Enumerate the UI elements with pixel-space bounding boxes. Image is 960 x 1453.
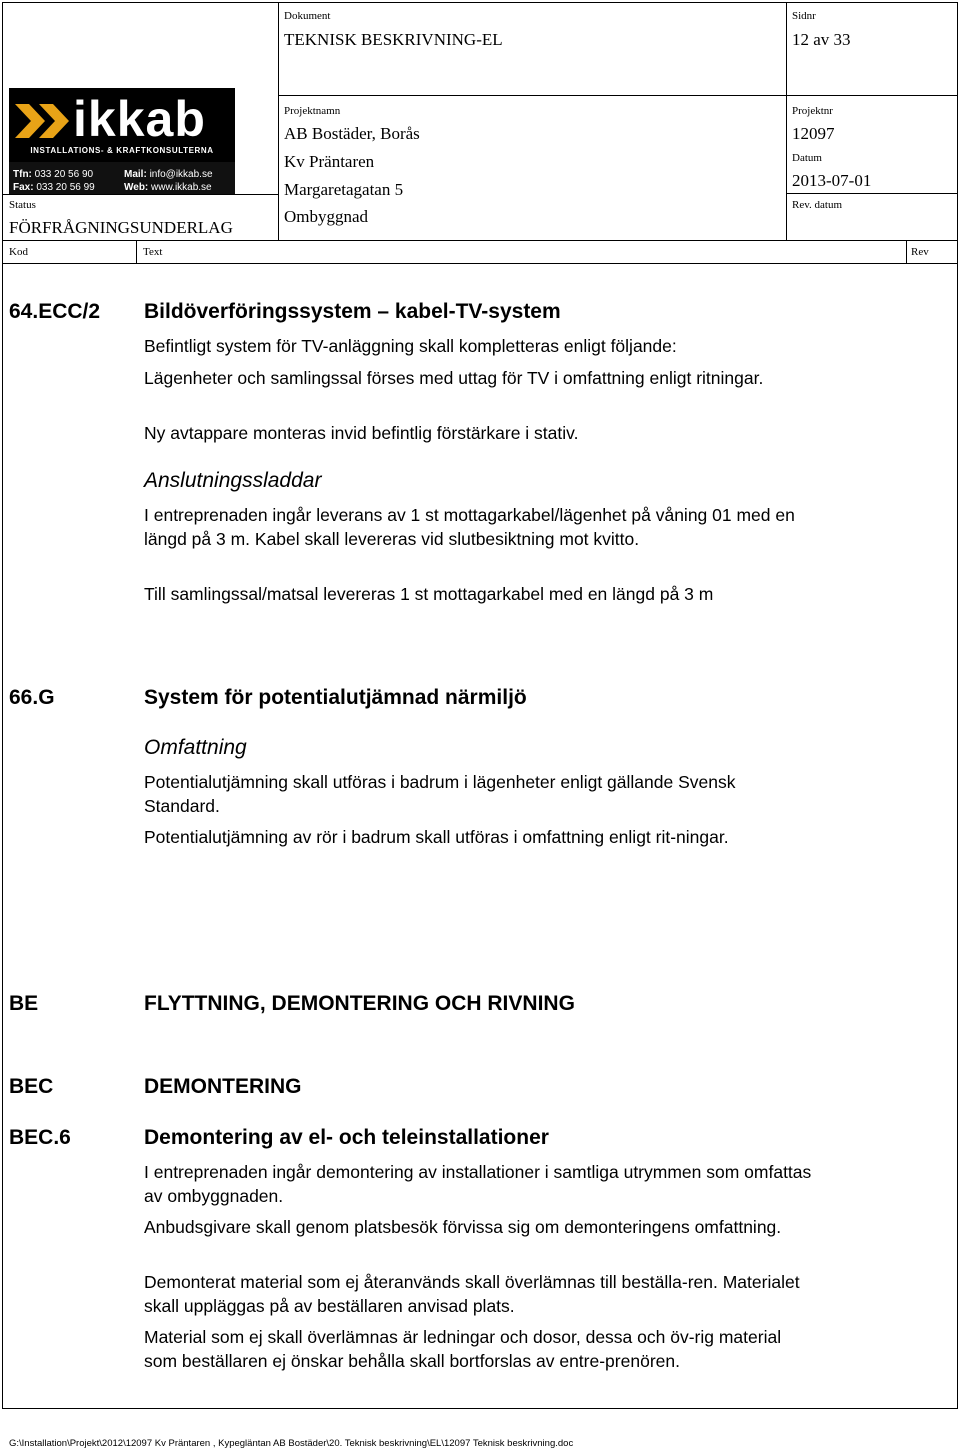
projektnamn-line-3: Margaretagatan 5	[284, 180, 404, 199]
section-code-64-ecc-2: 64.ECC/2	[9, 300, 101, 323]
dokument-label: Dokument	[284, 10, 331, 22]
dokument-value: TEKNISK BESKRIVNING-EL	[284, 30, 503, 49]
paragraph: Demonterat material som ej återanvänds skall överlämnas till beställa-ren. Materialet skall uppläggas på av beställaren anvisad plats.	[144, 1272, 800, 1316]
paragraph: Lägenheter och samlingssal förses med uttag för TV i omfattning enligt ritningar.	[144, 368, 764, 388]
projektnamn-line-2: Kv Präntaren	[284, 152, 375, 171]
logo-phone: Tfn: 033 20 56 90	[13, 169, 94, 180]
paragraph: Material som ej skall överlämnas är ledningar och dosor, dessa och öv-rig material som beställaren ej önskar behålla skall bortforslas av entre-prenören.	[144, 1327, 782, 1371]
section-code-bec: BEC	[9, 1075, 54, 1098]
revdatum-label: Rev. datum	[792, 199, 842, 211]
subheading-omfattning: Omfattning	[144, 736, 247, 759]
projektnamn-line-4: Ombyggnad	[284, 207, 369, 226]
section-title-flyttning: FLYTTNING, DEMONTERING OCH RIVNING	[144, 992, 575, 1015]
text-column-label: Text	[143, 246, 163, 258]
paragraph: I entreprenaden ingår demontering av installationer i samtliga utrymmen som omfattas av ombyggnaden.	[144, 1162, 812, 1206]
logo-mail: Mail: info@ikkab.se	[124, 169, 213, 180]
section-title-bildoverforing: Bildöverföringssystem – kabel-TV-system	[144, 300, 561, 323]
status-label: Status	[9, 199, 36, 211]
section-code-be: BE	[9, 992, 39, 1015]
projektnamn-label: Projektnamn	[284, 105, 341, 117]
paragraph: Ny avtappare monteras invid befintlig förstärkare i stativ.	[144, 423, 579, 443]
paragraph: Befintligt system för TV-anläggning skall kompletteras enligt följande:	[144, 336, 677, 356]
logo-tagline: INSTALLATIONS- & KRAFTKONSULTERNA	[30, 146, 214, 155]
kod-column-label: Kod	[9, 246, 28, 258]
footer-file-path: G:\Installation\Projekt\2012\12097 Kv Präntaren , Kypegläntan AB Bostäder\20. Teknisk beskrivning\EL\12097 Teknisk beskrivning.doc	[9, 1438, 574, 1449]
company-logo	[9, 88, 235, 194]
paragraph: I entreprenaden ingår leverans av 1 st mottagarkabel/lägenhet på våning 01 med en längd på 3 m. Kabel skall levereras vid slutbesiktning mot kvitto.	[144, 505, 795, 549]
rev-column-label: Rev	[911, 246, 929, 258]
section-title-demontering-el-tele: Demontering av el- och teleinstallationer	[144, 1126, 549, 1149]
paragraph: Till samlingssal/matsal levereras 1 st mottagarkabel med en längd på 3 m	[144, 584, 714, 604]
projektnr-value: 12097	[792, 124, 835, 143]
paragraph: Potentialutjämning av rör i badrum skall utföras i omfattning enligt rit-ningar.	[144, 827, 729, 847]
section-title-demontering: DEMONTERING	[144, 1075, 302, 1098]
subheading-anslutningssladdar: Anslutningssladdar	[144, 469, 322, 492]
section-code-bec-6: BEC.6	[9, 1126, 71, 1149]
logo-fax: Fax: 033 20 56 99	[13, 182, 95, 193]
paragraph: Potentialutjämning skall utföras i badrum i lägenheter enligt gällande Svensk Standard.	[144, 772, 736, 816]
datum-label: Datum	[792, 152, 822, 164]
datum-value: 2013-07-01	[792, 171, 872, 190]
paragraph: Anbudsgivare skall genom platsbesök förvissa sig om demonteringens omfattning.	[144, 1217, 782, 1237]
sidnr-label: Sidnr	[792, 10, 816, 22]
status-value: FÖRFRÅGNINGSUNDERLAG	[9, 218, 233, 237]
logo-web: Web: www.ikkab.se	[124, 182, 212, 193]
sidnr-value: 12 av 33	[792, 30, 851, 49]
section-code-66-g: 66.G	[9, 686, 55, 709]
section-title-potentialutjamning: System för potentialutjämnad närmiljö	[144, 686, 527, 709]
projektnr-label: Projektnr	[792, 105, 833, 117]
logo-name: ikkab	[73, 91, 206, 147]
projektnamn-line-1: AB Bostäder, Borås	[284, 124, 420, 143]
logo-chevron-icon	[15, 104, 71, 138]
